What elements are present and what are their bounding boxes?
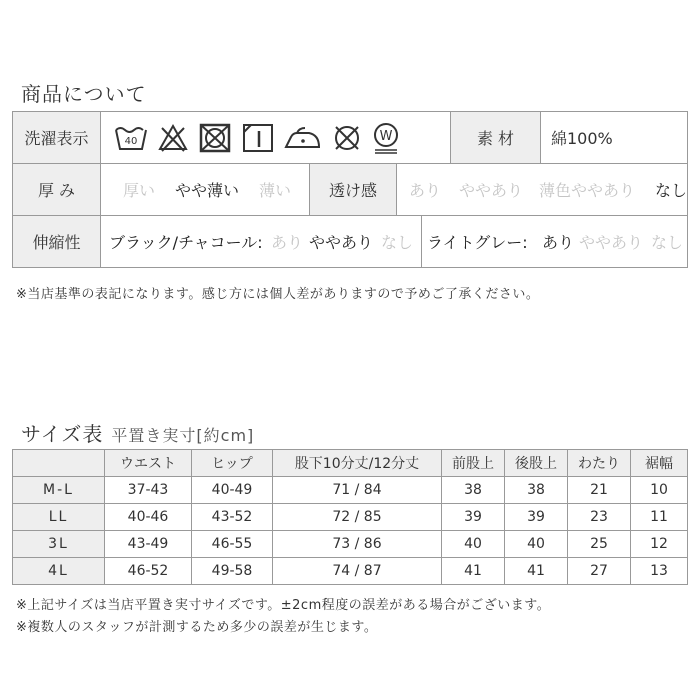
header-blank bbox=[13, 450, 105, 477]
size-table-subtitle: 平置き実寸[約cm] bbox=[111, 426, 255, 445]
wash-icons bbox=[101, 112, 451, 163]
header-hip: ヒップ bbox=[192, 450, 273, 477]
size-note-2: ※複数人のスタッフが計測するため多少の誤差が生じます。 bbox=[16, 620, 378, 635]
header-back-rise: 後股上 bbox=[505, 450, 568, 477]
table-cell: 46-55 bbox=[192, 531, 273, 558]
table-cell: 49-58 bbox=[192, 558, 273, 585]
stretch-grey-opt-yes: あり bbox=[542, 233, 575, 252]
stretch-grey-prefix: ライトグレー: bbox=[427, 233, 528, 252]
sheer-label: 透け感 bbox=[309, 164, 397, 215]
header-inseam: 股下10分丈/12分丈 bbox=[273, 450, 442, 477]
sheer-opt-light-colors: 薄色ややあり bbox=[539, 181, 636, 200]
table-cell: 74 / 87 bbox=[273, 558, 442, 585]
table-cell: 21 bbox=[568, 477, 631, 504]
no-bleach-icon bbox=[157, 123, 189, 153]
table-row bbox=[13, 558, 688, 585]
table-cell: 40-46 bbox=[105, 504, 192, 531]
wash-row bbox=[13, 112, 687, 163]
no-dry-clean-icon bbox=[331, 123, 363, 153]
stretch-black-opt-slightly: ややあり bbox=[309, 233, 374, 252]
no-tumble-dry-icon bbox=[197, 123, 233, 153]
material-value: 綿100% bbox=[551, 129, 613, 148]
table-cell: 13 bbox=[631, 558, 688, 585]
table-cell: 11 bbox=[631, 504, 688, 531]
table-cell: 72 / 85 bbox=[273, 504, 442, 531]
table-cell: 40 bbox=[442, 531, 505, 558]
table-cell: 39 bbox=[442, 504, 505, 531]
sheer-opt-yes: あり bbox=[409, 181, 442, 200]
size-section-title bbox=[21, 418, 254, 447]
table-row bbox=[13, 504, 688, 531]
wash-40-icon bbox=[113, 123, 149, 153]
header-waist: ウエスト bbox=[105, 450, 192, 477]
stretch-grey-opt-slightly: ややあり bbox=[579, 233, 644, 252]
thickness-opt-slightly-thin: やや薄い bbox=[175, 181, 240, 200]
size-label: M-L bbox=[13, 477, 105, 504]
material-label: 素 材 bbox=[451, 112, 541, 163]
table-cell: 40-49 bbox=[192, 477, 273, 504]
table-cell: 41 bbox=[442, 558, 505, 585]
table-cell: 39 bbox=[505, 504, 568, 531]
table-cell: 37-43 bbox=[105, 477, 192, 504]
table-cell: 73 / 86 bbox=[273, 531, 442, 558]
stretch-grey-opt-none: なし bbox=[651, 233, 684, 252]
size-label: 4L bbox=[13, 558, 105, 585]
size-table-title: サイズ表 bbox=[21, 422, 104, 446]
line-dry-shade-icon bbox=[241, 123, 275, 153]
thickness-label: 厚 み bbox=[13, 164, 101, 215]
table-cell: 40 bbox=[505, 531, 568, 558]
info-note: ※当店基準の表記になります。感じ方には個人差がありますので予めご了承ください。 bbox=[16, 287, 540, 302]
size-label: 3L bbox=[13, 531, 105, 558]
size-table-header-row bbox=[13, 450, 688, 477]
stretch-black-prefix: ブラック/チャコール: bbox=[109, 233, 263, 252]
table-cell: 46-52 bbox=[105, 558, 192, 585]
table-cell: 43-49 bbox=[105, 531, 192, 558]
header-front-rise: 前股上 bbox=[442, 450, 505, 477]
stretch-black-opt-none: なし bbox=[381, 233, 414, 252]
stretch-divider bbox=[421, 216, 422, 267]
wet-clean-icon bbox=[371, 122, 401, 154]
sheer-opt-none: なし bbox=[655, 181, 688, 200]
size-label: LL bbox=[13, 504, 105, 531]
header-thigh: わたり bbox=[568, 450, 631, 477]
table-cell: 27 bbox=[568, 558, 631, 585]
wet-clean-letter: W bbox=[379, 128, 393, 144]
stretch-black-opt-yes: あり bbox=[271, 233, 304, 252]
header-hem: 裾幅 bbox=[631, 450, 688, 477]
sheer-opt-slightly: ややあり bbox=[459, 181, 524, 200]
size-table bbox=[12, 449, 688, 585]
table-cell: 10 bbox=[631, 477, 688, 504]
size-note-1: ※上記サイズは当店平置き実寸サイズです。±2cm程度の誤差がある場合がございます。 bbox=[16, 598, 551, 613]
stretch-label: 伸縮性 bbox=[13, 216, 101, 267]
table-cell: 12 bbox=[631, 531, 688, 558]
thickness-opt-thin: 薄い bbox=[259, 181, 292, 200]
table-row bbox=[13, 477, 688, 504]
product-info-table bbox=[12, 111, 688, 268]
table-cell: 43-52 bbox=[192, 504, 273, 531]
product-info-title: 商品について bbox=[21, 82, 147, 106]
table-cell: 23 bbox=[568, 504, 631, 531]
thickness-row bbox=[13, 163, 687, 215]
table-row bbox=[13, 531, 688, 558]
wash-label: 洗濯表示 bbox=[13, 112, 101, 163]
thickness-opt-thick: 厚い bbox=[123, 181, 156, 200]
iron-low-icon bbox=[283, 123, 323, 153]
stretch-row bbox=[13, 215, 687, 267]
table-cell: 41 bbox=[505, 558, 568, 585]
table-cell: 38 bbox=[505, 477, 568, 504]
table-cell: 38 bbox=[442, 477, 505, 504]
table-cell: 25 bbox=[568, 531, 631, 558]
table-cell: 71 / 84 bbox=[273, 477, 442, 504]
wash-temp-text: 40 bbox=[124, 135, 138, 147]
